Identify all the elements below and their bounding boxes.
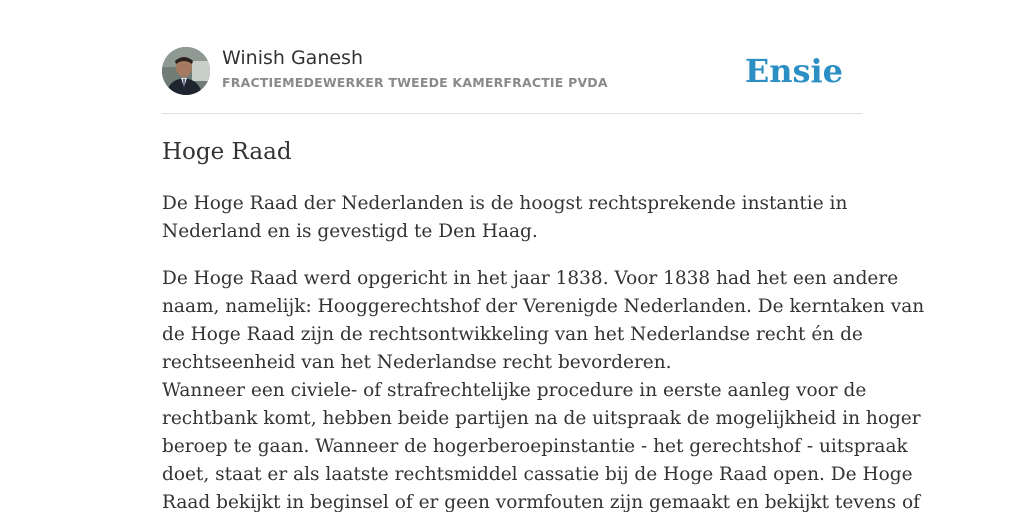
paragraph-line: Wanneer een civiele- of strafrechtelijke procedure in eerste aanleg voor de: [162, 380, 867, 401]
paragraph-line: De Hoge Raad werd opgericht in het jaar 1838. Voor 1838 had het een andere: [162, 268, 899, 289]
author-role: FRACTIEMEDEWERKER TWEEDE KAMERFRACTIE PVDA: [222, 75, 608, 90]
author-name[interactable]: Winish Ganesh: [222, 47, 363, 69]
paragraph-line: doet, staat er als laatste rechtsmiddel cassatie bij de Hoge Raad open. De Hoge: [162, 464, 913, 485]
paragraph-line: beroep te gaan. Wanneer de hogerberoepinstantie - het gerechtshof - uitspraak: [162, 436, 908, 457]
paragraph-line: de Hoge Raad zijn de rechtsontwikkeling van het Nederlandse recht én de: [162, 324, 863, 345]
header-divider: [162, 113, 862, 114]
paragraph-line: rechtbank komt, hebben beide partijen na de uitspraak de mogelijkheid in hoger: [162, 408, 921, 429]
ensie-logo[interactable]: Ensie: [744, 52, 843, 90]
author-avatar[interactable]: [162, 47, 210, 95]
paragraph-line: De Hoge Raad der Nederlanden is de hoogst rechtsprekende instantie in: [162, 193, 848, 214]
article-paragraph: [162, 265, 925, 512]
article-paragraph: [162, 190, 862, 246]
article-title: Hoge Raad: [162, 139, 292, 165]
author-header: [162, 46, 862, 96]
article-body: [162, 190, 925, 512]
avatar-photo-icon: [162, 47, 210, 95]
paragraph-line: Nederland en is gevestigd te Den Haag.: [162, 221, 538, 242]
paragraph-line: rechtseenheid van het Nederlandse recht bevorderen.: [162, 352, 672, 373]
paragraph-line: naam, namelijk: Hooggerechtshof der Verenigde Nederlanden. De kerntaken van: [162, 296, 925, 317]
paragraph-line: Raad bekijkt in beginsel of er geen vormfouten zijn gemaakt en bekijkt tevens of: [162, 492, 920, 512]
